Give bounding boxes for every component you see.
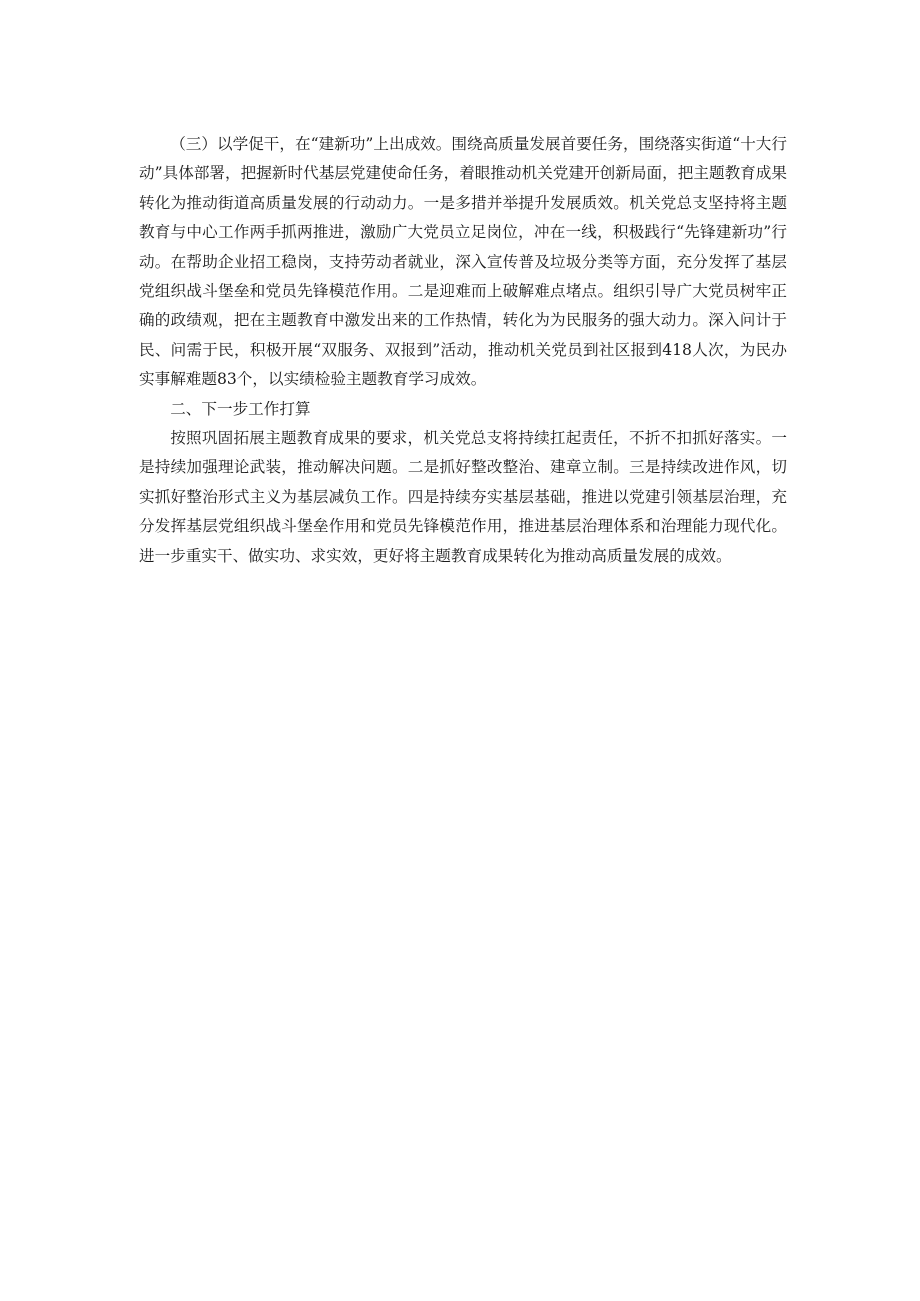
next-steps-paragraph: 按照巩固拓展主题教育成果的要求，机关党总支将持续扛起责任，不折不扣抓好落实。一是持续加强理论武装，推动解决问题。二是抓好整改整治、建章立制。三是持续改进作风，切实抓好整治形式主义为基层减负工作。四是持续夯实基层基础，推进以党建引领基层治理，充分发挥基层党组织战斗堡垒作用和党员先锋模范作用，推进基层治理体系和治理能力现代化。进一步重实干、做实功、求实效，更好将主题教育成果转化为推动高质量发展的成效。 [139,429,787,565]
section-3-paragraph: （三）以学促干，在“建新功”上出成效。围绕高质量发展首要任务，围绕落实街道“十大行动”具体部署，把握新时代基层党建使命任务，着眼推动机关党建开创新局面，把主题教育成果转化为推动街道高质量发展的行动动力。一是多措并举提升发展质效。机关党总支坚持将主题教育与中心工作两手抓两推进，激励广大党员立足岗位，冲在一线，积极践行“先锋建新功”行动。在帮助企业招工稳岗，支持劳动者就业，深入宣传普及垃圾分类等方面，充分发挥了基层党组织战斗堡垒和党员先锋模范作用。二是迎难而上破解难点堵点。组织引导广大党员树牢正确的政绩观，把在主题教育中激发出来的工作热情，转化为为民服务的强大动力。深入问计于民、问需于民，积极开展“双服务、双报到”活动，推动机关党员到社区报到418人次，为民办实事解难题83个，以实绩检验主题教育学习成效。 [139,135,787,389]
document-body [139,130,787,571]
section-heading-next-steps: 二、下一步工作打算 [170,399,311,418]
